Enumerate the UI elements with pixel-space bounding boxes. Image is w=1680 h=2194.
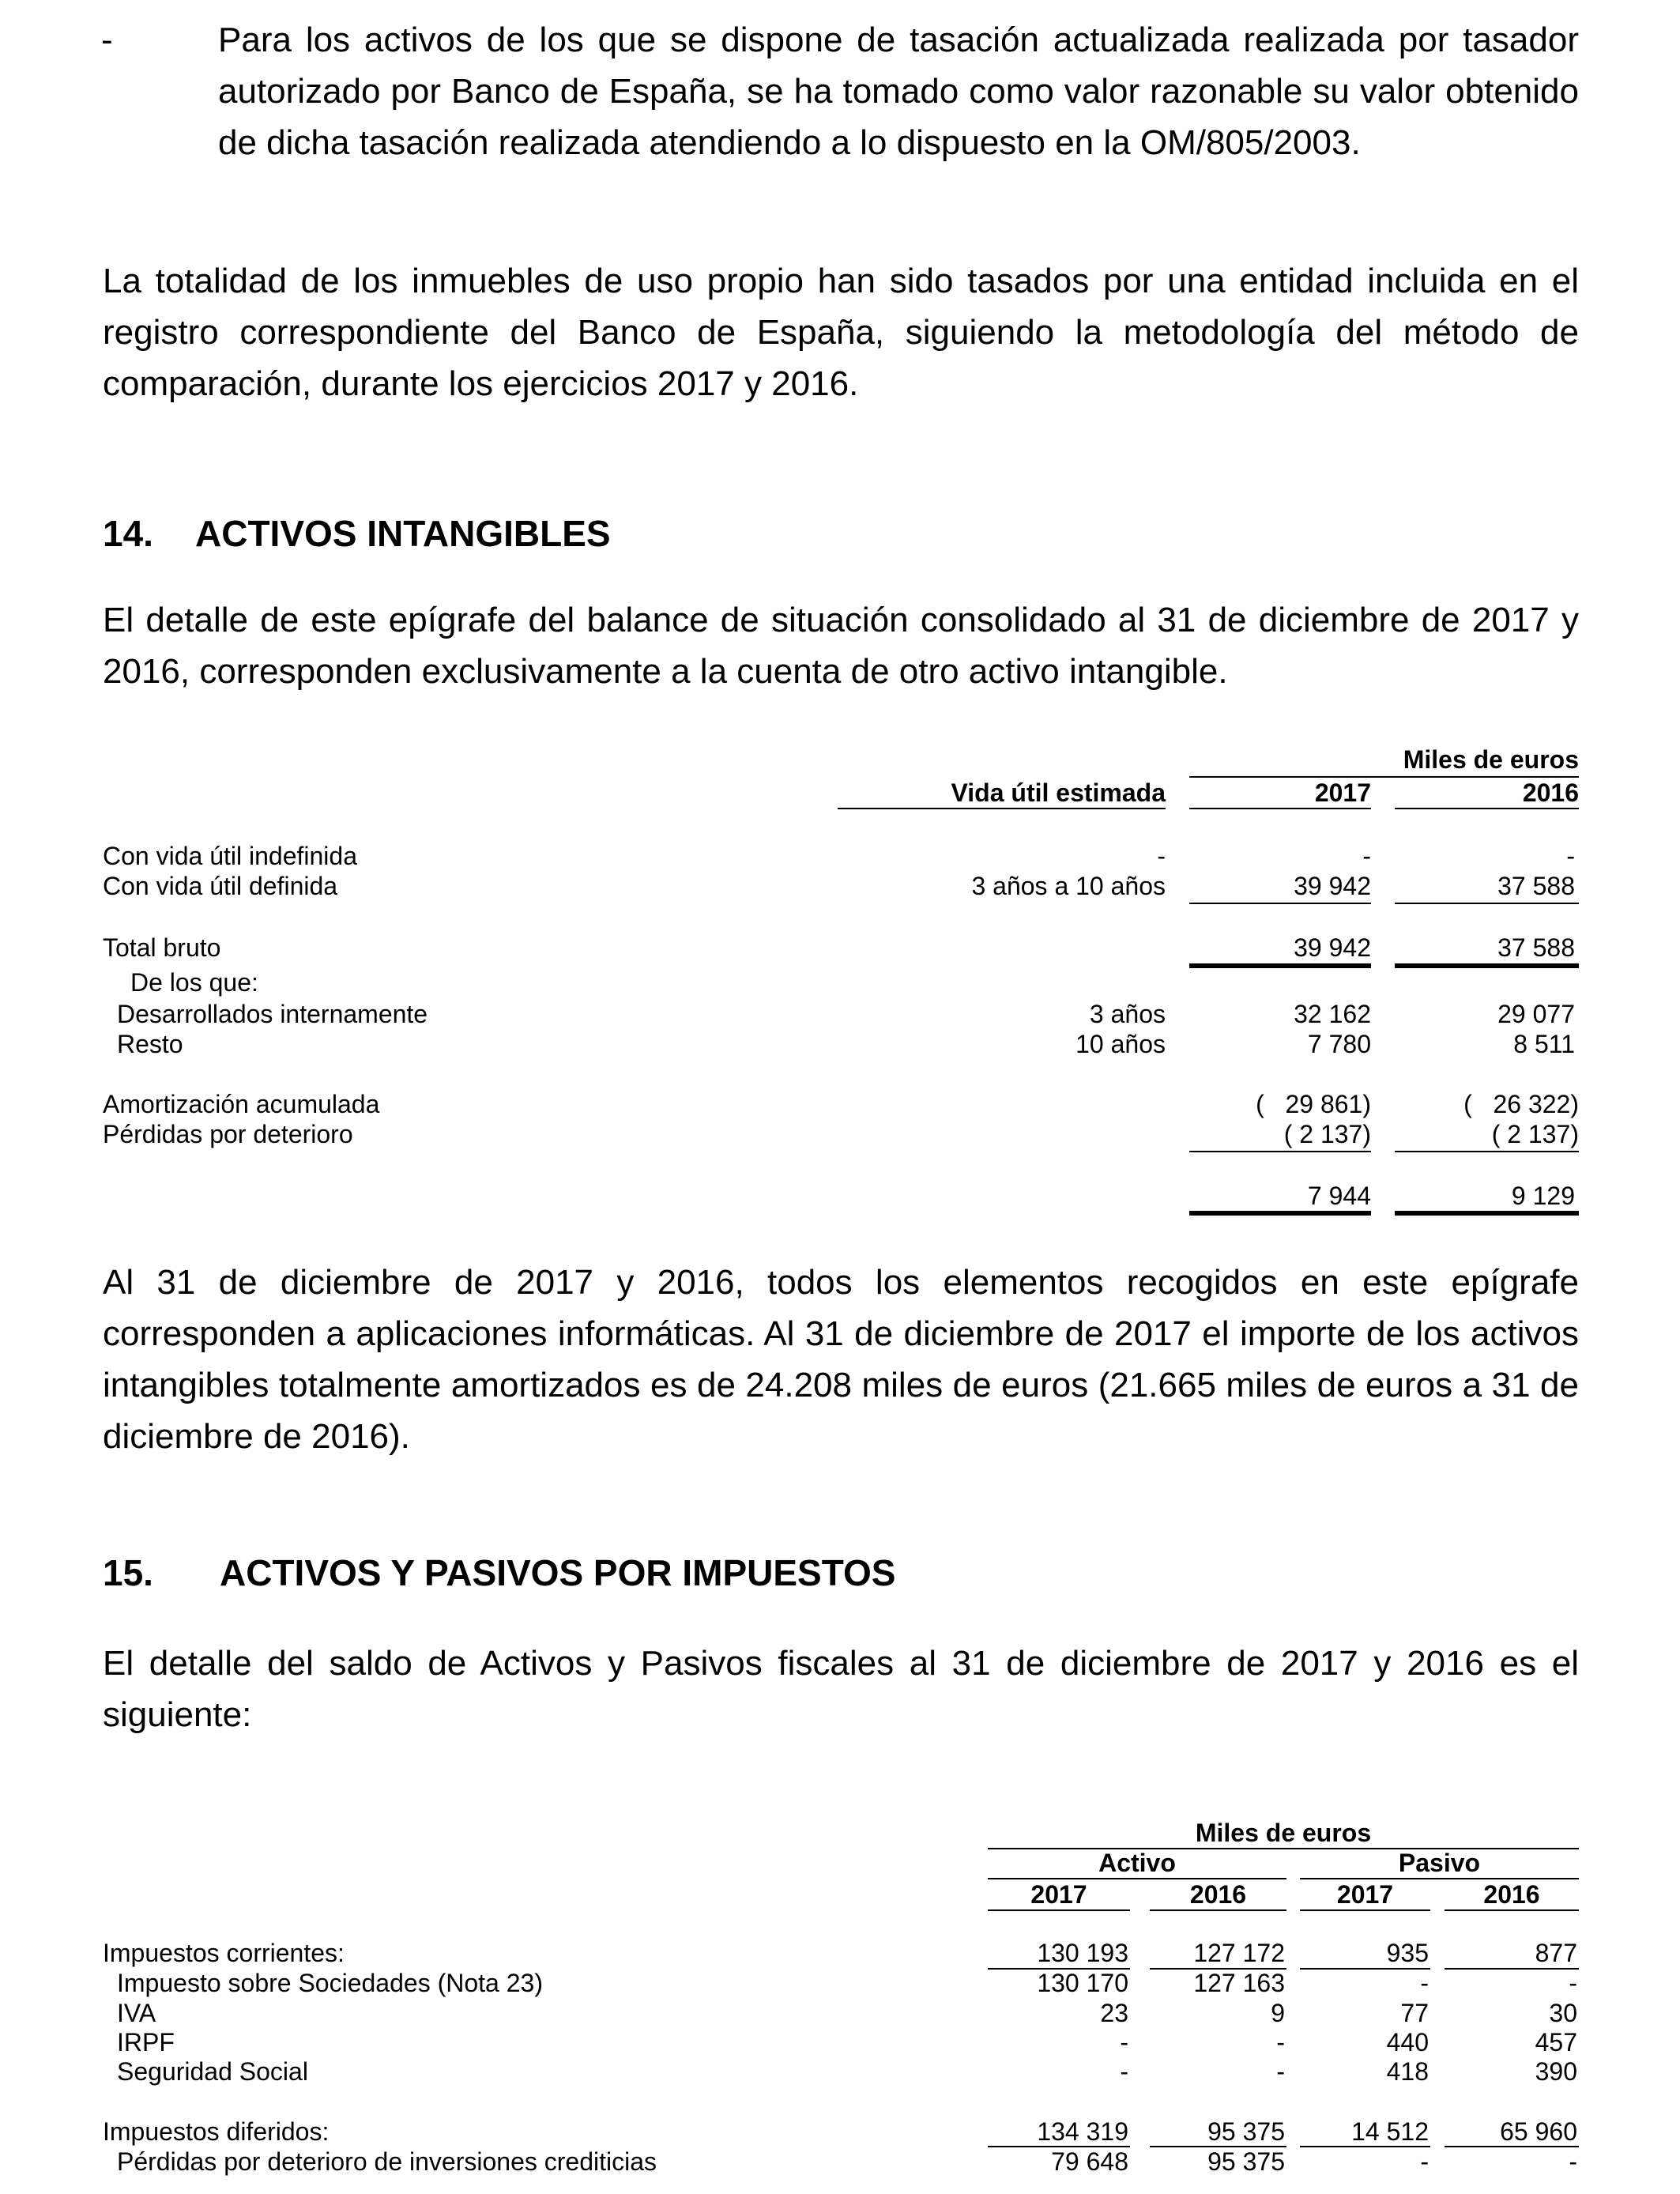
table15-cell: - — [1276, 2057, 1285, 2086]
table14-subtotal-rule-2017 — [1189, 903, 1371, 904]
table14-row-2016: ( 26 322) — [1463, 1090, 1579, 1118]
table14-row-2017: - — [1362, 842, 1371, 870]
table14-row-2017: 39 942 — [1294, 872, 1371, 900]
table15-cell: 127 172 — [1193, 1939, 1285, 1967]
table14-row-2016: - — [1566, 842, 1575, 870]
table14-row-life: 3 años — [1089, 1000, 1166, 1028]
table14-row-label: Con vida útil indefinida — [103, 842, 357, 870]
table15-row-label: Pérdidas por deterioro de inversiones crediticias — [117, 2147, 657, 2176]
table14-row-2016: 8 511 — [1513, 1030, 1575, 1058]
table14-row-2017: ( 29 861) — [1256, 1090, 1371, 1118]
table14-total-rule-2017 — [1189, 963, 1371, 968]
table14-final-rule-2016 — [1395, 1211, 1579, 1216]
table14-subtotal-rule-2016 — [1395, 903, 1579, 904]
table14-row-label: Total bruto — [103, 933, 221, 962]
table14-row-label: De los que: — [130, 968, 258, 997]
table14-final-rule-2017 — [1189, 1211, 1371, 1216]
table14-rule-life — [838, 808, 1166, 809]
table14-row-2016: 37 588 — [1497, 933, 1575, 962]
table14-units: Miles de euros — [1403, 745, 1579, 774]
bullet-paragraph: Para los activos de los que se dispone de tasación actualizada realizada por tasador autorizado por Banco de España, se ha tomado como valor razonable su valor obtenido de dicha tasación realizada atendiendo a lo dispuesto en la OM/805/2003. — [218, 21, 1579, 162]
table15-cell: 95 375 — [1207, 2117, 1285, 2146]
table15-row-label: IRPF — [117, 2028, 175, 2056]
section-15-intro: El detalle del saldo de Activos y Pasivos fiscales al 31 de diciembre de 2017 y 2016 es el siguiente: — [103, 1644, 1579, 1734]
table15-cell: 23 — [1100, 1999, 1128, 2027]
table14-total-rule-2016 — [1395, 963, 1579, 968]
table14-row-2016: 9 129 — [1511, 1182, 1575, 1210]
table14-col-life: Vida útil estimada — [951, 778, 1166, 807]
table15-row-label: Seguridad Social — [117, 2057, 308, 2086]
table15-year-rule — [988, 1909, 1130, 1911]
table15-cell: 9 — [1271, 1999, 1285, 2027]
section-14-after: Al 31 de diciembre de 2017 y 2016, todos los elementos recogidos en este epígrafe corresponden a aplicaciones informáticas. Al 31 de diciembre de 2017 el importe de los activos intangibles totalmente amortizados es de 24.208 miles de euros (21.665 miles de euros a 31 de diciembre de 2016). — [103, 1263, 1579, 1456]
table14-col-2017: 2017 — [1314, 778, 1371, 807]
table15-cell: 390 — [1535, 2057, 1577, 2086]
table15-cell: - — [1120, 2057, 1128, 2086]
table14-row-life: - — [1157, 842, 1166, 870]
table15-cell: 877 — [1535, 1939, 1577, 1967]
table14-net-rule-2016 — [1395, 1151, 1579, 1152]
table14-row-label: Amortización acumulada — [103, 1090, 380, 1118]
table15-row-label: Impuestos diferidos: — [103, 2117, 330, 2146]
table14-row-label: Pérdidas por deterioro — [103, 1120, 353, 1148]
table15-cell: - — [1420, 1969, 1429, 1997]
table15-cell: 30 — [1549, 1999, 1577, 2027]
table14-rule-2017 — [1189, 808, 1371, 809]
table14-row-2017: 39 942 — [1294, 933, 1371, 962]
table14-row-life: 3 años a 10 años — [971, 872, 1166, 900]
table15-year: 2016 — [1483, 1880, 1540, 1909]
table14-net-rule-2017 — [1189, 1151, 1371, 1152]
table15-cell: 79 648 — [1051, 2147, 1128, 2176]
table15-cell: - — [1120, 2028, 1128, 2056]
table15-year: 2017 — [1336, 1880, 1394, 1909]
table15-units: Miles de euros — [1195, 1819, 1372, 1847]
section-14-title: ACTIVOS INTANGIBLES — [195, 513, 611, 554]
table15-cell: 440 — [1386, 2028, 1429, 2056]
table15-year-rule — [1300, 1909, 1430, 1911]
table14-row-life: 10 años — [1075, 1030, 1166, 1058]
table15-year-rule — [1445, 1909, 1579, 1911]
table15-row-label: Impuesto sobre Sociedades (Nota 23) — [117, 1969, 543, 1997]
table15-cell: - — [1276, 2028, 1285, 2056]
table15-row-label: IVA — [117, 1999, 156, 2027]
table15-cell: 130 193 — [1037, 1939, 1128, 1967]
intro-paragraph: La totalidad de los inmuebles de uso propio han sido tasados por una entidad incluida en el registro correspondiente del Banco de España, siguiendo la metodología del método de comparación, durante los ejercicios 2017 y 2016. — [103, 262, 1579, 403]
table15-cell: 457 — [1535, 2028, 1577, 2056]
table14-row-label: Con vida útil definida — [103, 872, 338, 900]
table15-cell: 65 960 — [1500, 2117, 1577, 2146]
table15-cell: - — [1569, 1969, 1577, 1997]
table15-cell: 418 — [1386, 2057, 1429, 2086]
table15-cell: 77 — [1400, 1999, 1429, 2027]
section-14-intro: El detalle de este epígrafe del balance de situación consolidado al 31 de diciembre de 2017 y 2016, corresponden exclusivamente a la cuenta de otro activo intangible. — [103, 601, 1579, 691]
section-15-number: 15. — [103, 1552, 153, 1593]
section-14-number: 14. — [103, 513, 153, 554]
table14-col-2016: 2016 — [1522, 778, 1579, 807]
table14-row-2016: ( 2 137) — [1491, 1120, 1579, 1148]
table15-row-label: Impuestos corrientes: — [103, 1939, 345, 1967]
table14-row-2017: 7 944 — [1307, 1182, 1371, 1210]
table15-cell: 134 319 — [1037, 2117, 1128, 2146]
table14-row-2017: ( 2 137) — [1283, 1120, 1371, 1148]
table15-year: 2017 — [1030, 1880, 1087, 1909]
table14-row-label: Resto — [117, 1030, 183, 1058]
table15-cell: 14 512 — [1351, 2117, 1429, 2146]
table14-rule-2016 — [1395, 808, 1579, 809]
table15-cell: - — [1420, 2147, 1429, 2176]
table15-group-activo: Activo — [1098, 1849, 1176, 1877]
table15-cell: 130 170 — [1037, 1969, 1128, 1997]
table14-row-2017: 7 780 — [1307, 1030, 1371, 1058]
table15-year-rule — [1150, 1909, 1286, 1911]
table15-cell: - — [1569, 2147, 1577, 2176]
table15-cell: 95 375 — [1207, 2147, 1285, 2176]
table15-group-pasivo: Pasivo — [1398, 1849, 1481, 1877]
table14-row-2016: 29 077 — [1497, 1000, 1575, 1028]
table14-row-2016: 37 588 — [1497, 872, 1575, 900]
table14-row-label: Desarrollados internamente — [117, 1000, 428, 1028]
table15-year: 2016 — [1189, 1880, 1247, 1909]
table15-cell: 935 — [1386, 1939, 1429, 1967]
table14-row-2017: 32 162 — [1294, 1000, 1371, 1028]
table15-cell: 127 163 — [1193, 1969, 1285, 1997]
bullet-dash: - — [101, 21, 113, 59]
section-15-title: ACTIVOS Y PASIVOS POR IMPUESTOS — [220, 1552, 896, 1593]
